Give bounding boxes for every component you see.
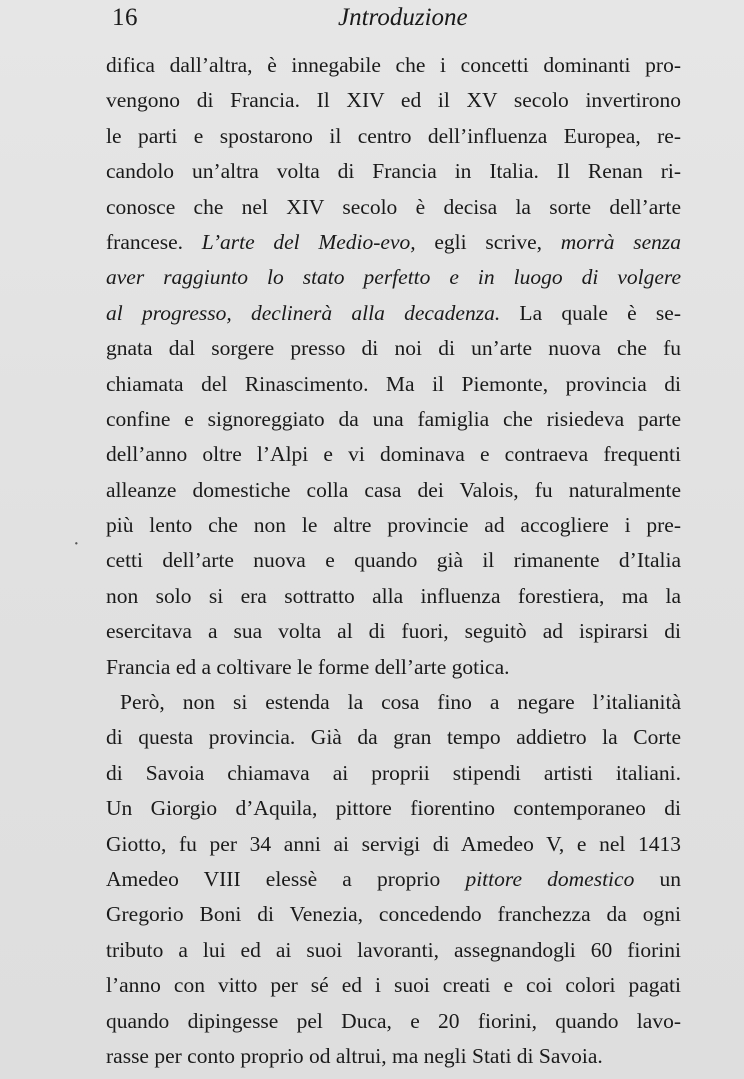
text-line <box>106 331 681 366</box>
text-run: candolo un’altra volta di Francia in Italia. Il Renan ri- <box>106 159 681 184</box>
body-text <box>106 48 681 1074</box>
text-run: di Savoia chiamava ai proprii stipendi artisti italiani. <box>106 760 681 785</box>
text-run: conosce che nel XIV secolo è decisa la sorte dell’arte <box>106 194 681 219</box>
text-run: le parti e spostarono il centro dell’influenza Europea, re- <box>106 123 681 148</box>
text-run: un <box>634 866 681 891</box>
text-line <box>106 1004 681 1039</box>
margin-mark: · <box>73 533 80 555</box>
text-line <box>106 862 681 897</box>
italic-run: morrà senza <box>560 229 682 254</box>
text-line <box>106 614 681 649</box>
text-line <box>106 260 681 295</box>
text-line <box>106 720 681 755</box>
text-line <box>106 827 681 862</box>
text-line <box>106 402 681 437</box>
text-line <box>106 119 681 154</box>
text-run: gnata dal sorgere presso di noi di un’arte nuova che fu <box>106 336 681 361</box>
text-line <box>106 685 681 720</box>
text-run: esercitava a sua volta al di fuori, seguitò ad ispirarsi di <box>106 619 681 644</box>
text-line <box>106 83 681 118</box>
text-line <box>106 579 681 614</box>
text-run: chiamata del Rinascimento. Ma il Piemonte, provincia di <box>106 371 681 396</box>
text-run: La quale è se- <box>500 300 681 325</box>
text-run: vengono di Francia. Il XIV ed il XV secolo invertirono <box>106 88 681 113</box>
text-run: dell’anno oltre l’Alpi e vi dominava e contraeva frequenti <box>106 442 681 467</box>
text-run: Però, non si estenda la cosa fino a negare l’italianità <box>120 690 681 715</box>
text-run: rasse per conto proprio od altrui, ma negli Stati di Savoia. <box>106 1043 603 1068</box>
text-line <box>106 897 681 932</box>
italic-run: aver raggiunto lo stato perfetto e in luogo di volgere <box>106 265 681 290</box>
text-run: Amedeo VIII elessè a proprio <box>106 866 466 891</box>
text-run: quando dipingesse pel Duca, e 20 fiorini, quando lavo- <box>106 1008 681 1033</box>
text-run: alleanze domestiche colla casa dei Valois, fu naturalmente <box>106 477 681 502</box>
text-run: egli scrive, <box>415 229 561 254</box>
italic-run: pittore domestico <box>465 866 635 891</box>
running-title: Jntroduzione <box>338 4 468 31</box>
page-number: 16 <box>112 4 138 31</box>
text-run: Giotto, fu per 34 anni ai servigi di Amedeo V, e nel 1413 <box>106 831 681 856</box>
text-line <box>106 791 681 826</box>
text-run: difica dall’altra, è innegabile che i concetti dominanti pro- <box>106 53 681 77</box>
text-run: Francia ed a coltivare le forme dell’arte gotica. <box>106 654 510 679</box>
text-line <box>106 473 681 508</box>
paragraph <box>106 48 681 685</box>
text-line <box>106 190 681 225</box>
text-line <box>106 933 681 968</box>
text-line <box>106 650 681 685</box>
text-line <box>106 1039 681 1074</box>
text-run: di questa provincia. Già da gran tempo addietro la Corte <box>106 725 681 750</box>
text-line <box>106 437 681 472</box>
text-run: cetti dell’arte nuova e quando già il rimanente d’Italia <box>106 548 681 573</box>
text-run: confine e signoreggiato da una famiglia che risiedeva parte <box>106 406 681 431</box>
text-line <box>106 543 681 578</box>
text-line <box>106 225 681 260</box>
text-line <box>106 296 681 331</box>
text-line <box>106 154 681 189</box>
text-run: più lento che non le altre provincie ad accogliere i pre- <box>106 513 681 538</box>
text-run: francese. <box>106 229 202 254</box>
text-run: l’anno con vitto per sé ed i suoi creati e coi colori pagati <box>106 973 681 998</box>
text-line <box>106 756 681 791</box>
text-line <box>106 968 681 1003</box>
text-run: Gregorio Boni di Venezia, concedendo franchezza da ogni <box>106 902 681 927</box>
page-header <box>0 2 744 38</box>
text-line <box>106 508 681 543</box>
italic-run: L’arte del Medio-evo, <box>201 229 416 254</box>
text-run: tributo a lui ed ai suoi lavoranti, assegnandogli 60 fiorini <box>106 937 681 962</box>
text-run: Un Giorgio d’Aquila, pittore fiorentino contemporaneo di <box>106 796 681 821</box>
italic-run: al progresso, declinerà alla decadenza. <box>106 300 501 325</box>
text-line <box>106 367 681 402</box>
text-run: non solo si era sottratto alla influenza forestiera, ma la <box>106 583 681 608</box>
text-line <box>106 48 681 83</box>
paragraph <box>106 685 681 1074</box>
